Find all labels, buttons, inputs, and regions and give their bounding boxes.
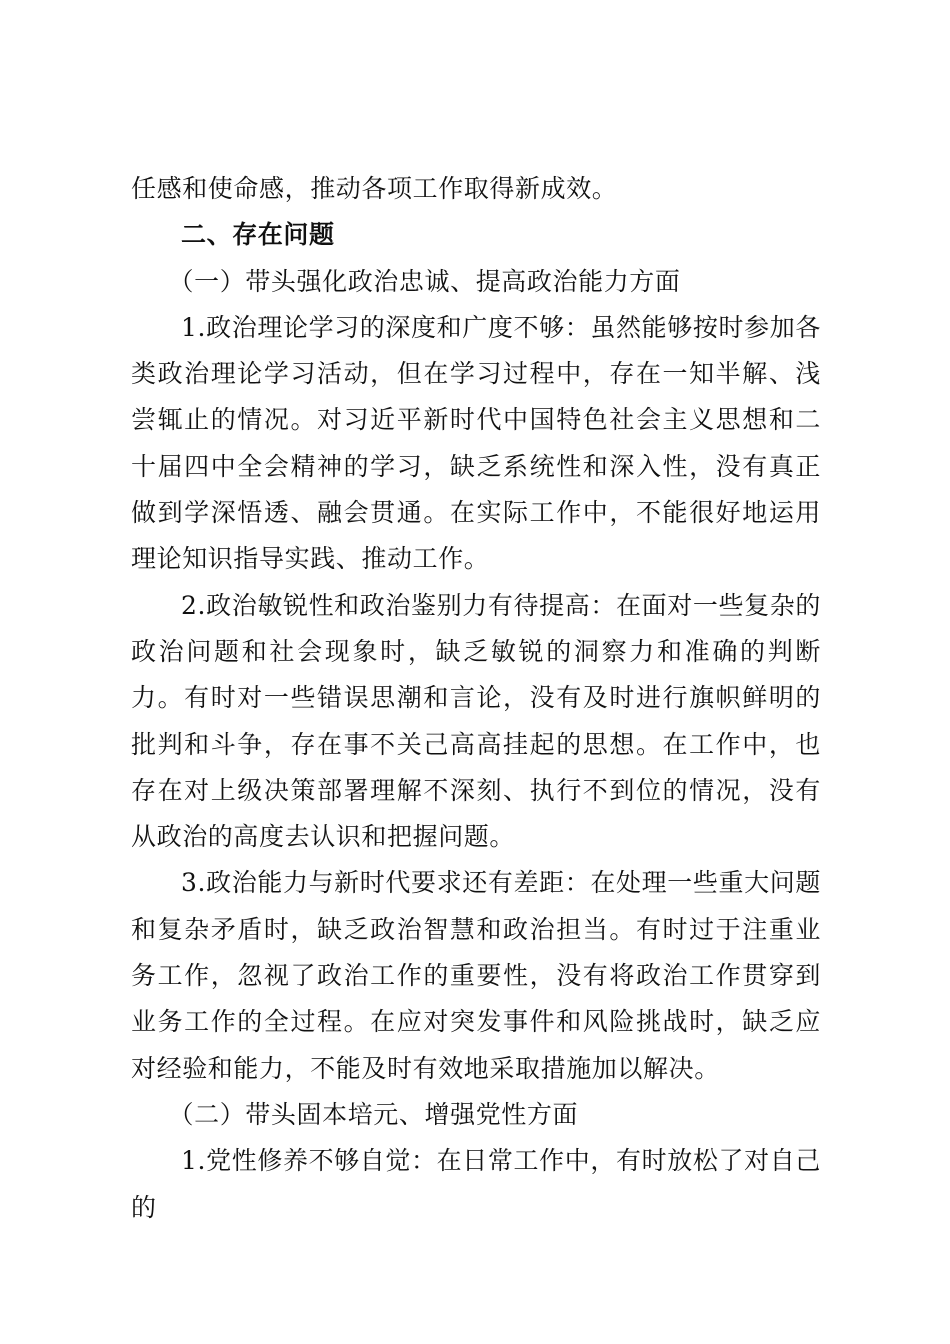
document-body: [131, 166, 821, 1231]
subsection-heading-1: （一）带头强化政治忠诚、提高政治能力方面: [168, 266, 681, 296]
paragraph-item-4: 1.党性修养不够自觉：在日常工作中，有时放松了对自己的: [131, 1146, 821, 1222]
paragraph-item-3: 3.政治能力与新时代要求还有差距：在处理一些重大问题和复杂矛盾时，缺乏政治智慧和政治担当。有时过于注重业务工作，忽视了政治工作的重要性，没有将政治工作贯穿到业务工作的全过程。在应对突发事件和风险挑战时，缺乏应对经验和能力，不能及时有效地采取措施加以解决。: [131, 868, 821, 1083]
paragraph-item-1: 1.政治理论学习的深度和广度不够：虽然能够按时参加各类政治理论学习活动，但在学习过程中，存在一知半解、浅尝辄止的情况。对习近平新时代中国特色社会主义思想和二十届四中全会精神的学习，缺乏系统性和深入性，没有真正做到学深悟透、融会贯通。在实际工作中，不能很好地运用理论知识指导实践、推动工作。: [131, 312, 821, 574]
continuation-paragraph: 任感和使命感，推动各项工作取得新成效。: [131, 174, 618, 203]
section-heading: 二、存在问题: [181, 220, 335, 250]
subsection-heading-2: （二）带头固本培元、增强党性方面: [168, 1099, 579, 1129]
paragraph-item-2: 2.政治敏锐性和政治鉴别力有待提高：在面对一些复杂的政治问题和社会现象时，缺乏敏锐的洞察力和准确的判断力。有时对一些错误思潮和言论，没有及时进行旗帜鲜明的批判和斗争，存在事不关己高高挂起的思想。在工作中，也存在对上级决策部署理解不深刻、执行不到位的情况，没有从政治的高度去认识和把握问题。: [131, 590, 821, 852]
